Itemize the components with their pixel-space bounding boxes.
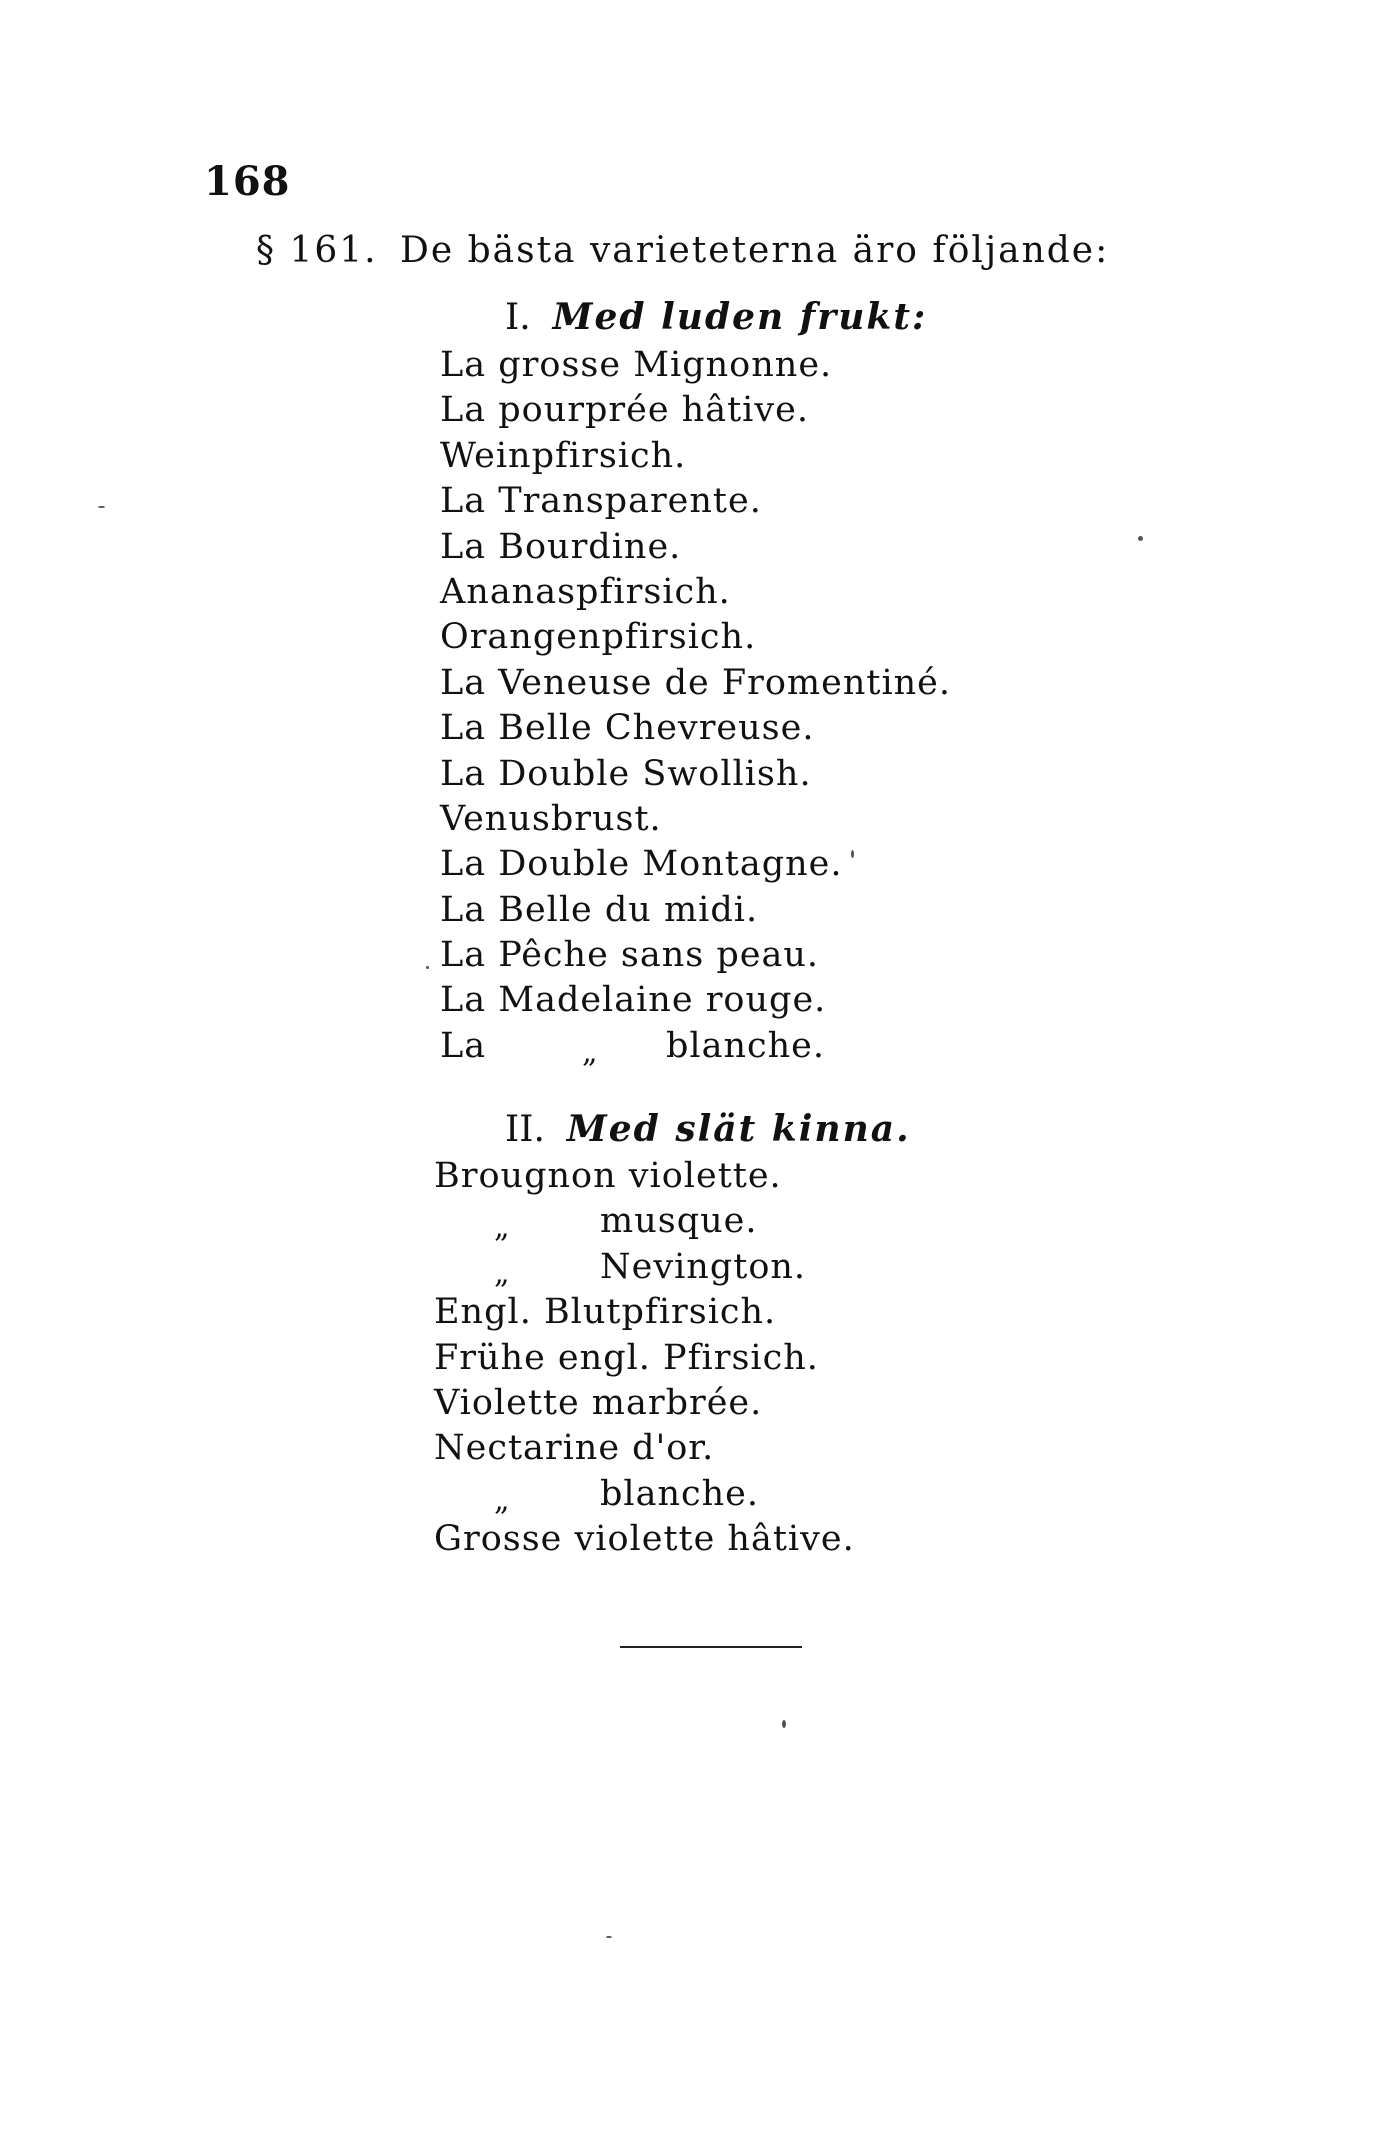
scan-speck xyxy=(606,1936,612,1938)
list-item: Grosse violette hâtive. xyxy=(434,1519,855,1560)
section-title-text: Med slät kinna. xyxy=(566,1108,911,1150)
scan-speck xyxy=(782,1720,786,1728)
section-mark: § 161. xyxy=(256,230,378,271)
list-item: La pourprée hâtive. xyxy=(440,390,809,431)
section-title-2 xyxy=(505,1108,911,1150)
section-numeral: II. xyxy=(505,1109,545,1150)
variety-list-1 xyxy=(440,343,951,1069)
list-item: La Pêche sans peau. xyxy=(440,935,820,976)
list-item-ditto xyxy=(440,1024,951,1069)
section-title-1 xyxy=(505,296,927,338)
paragraph-heading xyxy=(256,230,1109,271)
list-item: Violette marbrée. xyxy=(434,1382,763,1423)
ditto-text: musque. xyxy=(600,1201,758,1242)
list-item: Venusbrust. xyxy=(440,798,662,839)
ditto-mark: „ xyxy=(494,1255,511,1291)
list-item: La Double Montagne. xyxy=(440,844,843,885)
section-numeral: I. xyxy=(505,297,531,338)
list-item-ditto xyxy=(434,1199,855,1244)
list-item: Frühe engl. Pfirsich. xyxy=(434,1337,819,1378)
list-item: Engl. Blutpfirsich. xyxy=(434,1292,777,1333)
ditto-text: blanche. xyxy=(666,1025,825,1066)
list-item: La Double Swollish. xyxy=(440,753,812,794)
page-number: 168 xyxy=(204,158,291,205)
list-item: Ananaspfirsich. xyxy=(440,571,731,612)
list-item-ditto xyxy=(434,1472,855,1517)
list-item: Nectarine d'or. xyxy=(434,1428,715,1469)
list-item: Weinpfirsich. xyxy=(440,435,687,476)
scan-speck xyxy=(426,966,429,969)
list-item: La Madelaine rouge. xyxy=(440,980,827,1021)
ditto-mark: „ xyxy=(494,1482,511,1518)
section-title-text: Med luden frukt: xyxy=(552,296,928,338)
ditto-text: blanche. xyxy=(600,1473,759,1514)
scan-speck xyxy=(98,506,105,508)
heading-text: De bästa varieteterna äro följande: xyxy=(400,230,1110,271)
scan-speck xyxy=(851,850,854,858)
ditto-mark: „ xyxy=(582,1034,599,1070)
scan-speck xyxy=(1138,536,1143,541)
ditto-mark: „ xyxy=(494,1210,511,1246)
ditto-lead: La xyxy=(440,1025,487,1066)
list-item: La Veneuse de Fromentiné. xyxy=(440,662,952,703)
list-item: La Belle du midi. xyxy=(440,889,759,930)
ditto-text: Nevington. xyxy=(600,1246,807,1287)
list-item: Orangenpfirsich. xyxy=(440,617,757,658)
list-item: La Bourdine. xyxy=(440,526,682,567)
list-item-ditto xyxy=(434,1245,855,1290)
list-item: La Belle Chevreuse. xyxy=(440,708,815,749)
list-item: Brougnon violette. xyxy=(434,1156,782,1196)
list-item: La Transparente. xyxy=(440,481,762,522)
closing-rule xyxy=(620,1646,802,1648)
list-item: La grosse Mignonne. xyxy=(440,345,833,385)
variety-list-2 xyxy=(434,1154,855,1563)
